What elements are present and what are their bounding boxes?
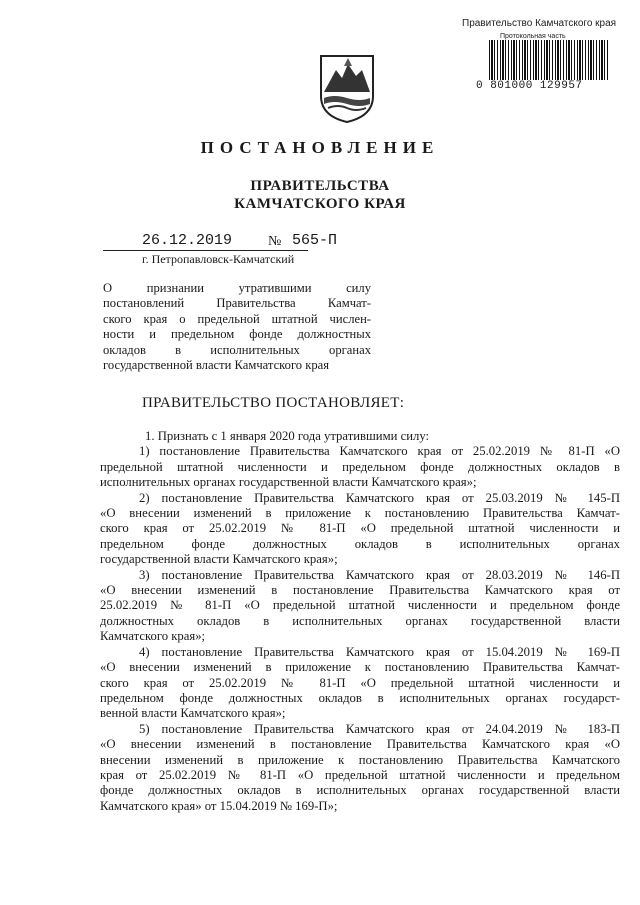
registry-office-text: Протокольная часть	[500, 33, 566, 40]
list-item	[100, 645, 620, 722]
document-date: 26.12.2019	[142, 232, 233, 249]
org-name-line2: КАМЧАТСКОГО КРАЯ	[234, 196, 406, 212]
coat-of-arms-icon	[318, 52, 376, 124]
list-item	[100, 491, 620, 568]
registry-stamp-text: Правительство Камчатского края	[462, 18, 617, 29]
body-line: предельном фонде должностных окладов в исполнительных органах	[100, 536, 620, 551]
decree-heading: ПРАВИТЕЛЬСТВО ПОСТАНОВЛЯЕТ:	[142, 395, 405, 411]
body-line: ского края от 25.02.2019 № 81-П «О предельной штатной численности и	[100, 521, 620, 536]
body-line: государственной власти Камчатского края»;	[100, 552, 338, 567]
subject-line: постановлений Правительства Камчат-	[103, 296, 371, 311]
subject-line: О признании утратившими силу	[103, 281, 371, 295]
list-item	[100, 444, 620, 490]
body-line: должностных окладов в исполнительных органах государственной власти	[100, 613, 620, 628]
number-sign: №	[268, 234, 282, 249]
city-label: г. Петропавловск-Камчатский	[142, 252, 295, 266]
body-line: 3) постановление Правительства Камчатского края от 28.03.2019 № 146-П	[139, 567, 620, 582]
body-line: 4) постановление Правительства Камчатского края от 15.04.2019 № 169-П	[139, 644, 620, 659]
body-line: Камчатского края» от 15.04.2019 № 169-П»;	[100, 798, 338, 813]
subject-line: государственной власти Камчатского края	[103, 358, 330, 373]
subject-block	[103, 281, 371, 373]
body-line: «О внесении изменений в приложение к постановлению Правительства Камчат-	[100, 660, 620, 675]
body-line: 2) постановление Правительства Камчатского края от 25.03.2019 № 145-П	[139, 490, 620, 505]
body-line: «О внесении изменений в постановление Правительства Камчатского края «О	[100, 737, 620, 752]
body-line: ского края от 25.02.2019 № 81-П «О предельной штатной численности и	[100, 675, 620, 690]
body-line: предельной штатной численности и предельном фонде должностных окладов в	[100, 459, 620, 474]
list-item	[100, 429, 620, 444]
body-line: 25.02.2019 № 81-П «О предельной штатной численности и предельном фонде	[100, 598, 620, 613]
subject-line: окладов в исполнительных органах	[103, 342, 371, 357]
barcode-number: 0 801000 129957	[476, 80, 583, 92]
body-line: внесении изменений в приложение к постановлению Правительства Камчатского	[100, 752, 620, 767]
org-name-line1: ПРАВИТЕЛЬСТВА	[250, 178, 390, 194]
decree-body	[100, 429, 620, 814]
body-line: 5) постановление Правительства Камчатского края от 24.04.2019 № 183-П	[139, 721, 620, 736]
document-number: 565-П	[292, 232, 338, 249]
body-line: 1) постановление Правительства Камчатского края от 25.02.2019 № 81-П «О	[139, 444, 620, 459]
body-line: края от 25.02.2019 № 81-П «О предельной штатной численности и предельном	[100, 767, 620, 782]
subject-line: ности и предельном фонде должностных	[103, 327, 371, 342]
body-line: предельном фонде должностных окладов в исполнительных органах государст-	[100, 690, 620, 705]
body-line: «О внесении изменений в приложение к постановлению Правительства Камчат-	[100, 506, 620, 521]
body-line: исполнительных органах государственной власти Камчатского края»;	[100, 475, 477, 490]
body-line: фонде должностных окладов в исполнительных органах государственной власти	[100, 783, 620, 798]
subject-line: ского края о предельной штатной числен-	[103, 311, 371, 326]
body-line: венной власти Камчатского края»;	[100, 706, 286, 721]
body-line: Камчатского края»;	[100, 629, 206, 644]
list-item	[100, 722, 620, 814]
date-underline	[103, 250, 308, 251]
document-type-title: ПОСТАНОВЛЕНИЕ	[200, 138, 440, 157]
barcode-icon	[489, 40, 609, 80]
body-line: 1. Признать с 1 января 2020 года утратившими силу:	[145, 429, 430, 443]
body-line: «О внесении изменений в постановление Правительства Камчатского края от	[100, 583, 620, 598]
list-item	[100, 568, 620, 645]
